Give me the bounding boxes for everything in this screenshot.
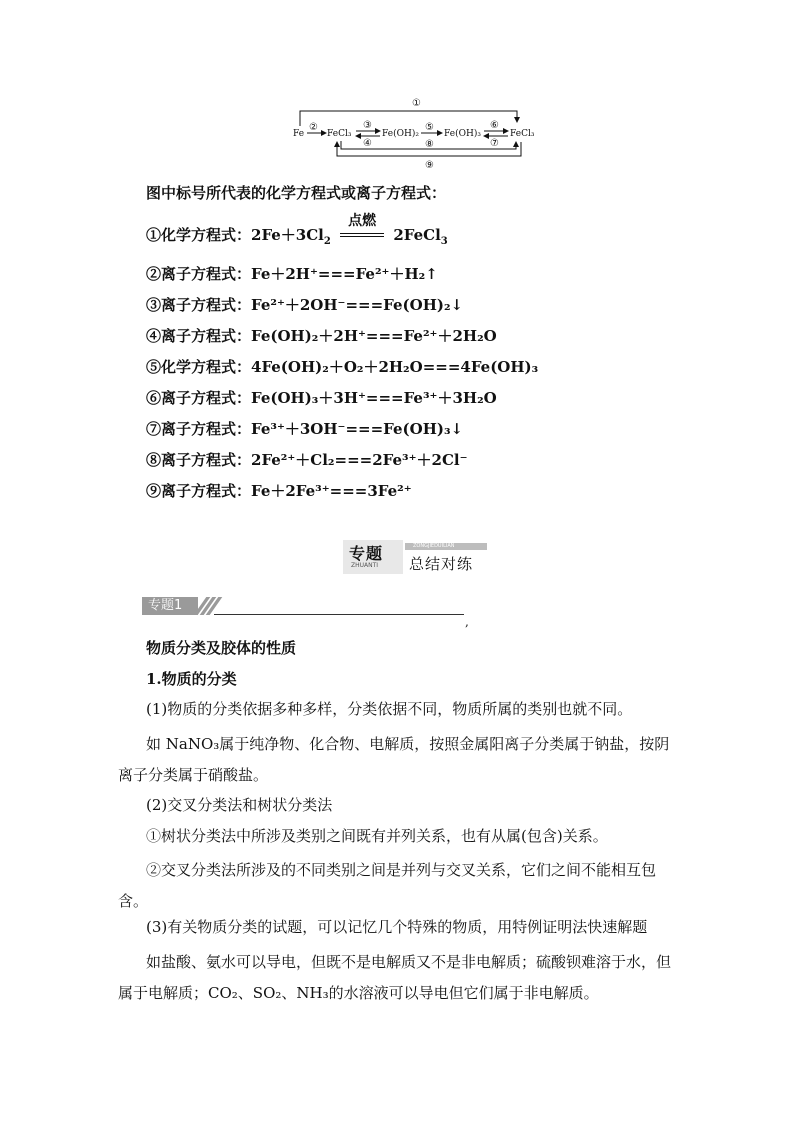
- equation-5: ⑤化学方程式：4Fe(OH)₂＋O₂＋2H₂O===4Fe(OH)₃: [146, 358, 539, 376]
- subsection-title: 1.物质的分类: [146, 670, 237, 688]
- label-1: ①: [412, 98, 421, 109]
- paragraph-6: (3)有关物质分类的试题，可以记忆几个特殊的物质，用特例证明法快速解题: [146, 918, 648, 936]
- equation-6: ⑥离子方程式：Fe(OH)₃＋3H⁺===Fe³⁺＋3H₂O: [146, 389, 497, 407]
- paragraph-5: ②交叉分类法所涉及的不同类别之间是并列与交叉关系，它们之间不能相互包含。: [118, 861, 657, 910]
- label-5: ⑤: [425, 122, 434, 133]
- equation-8: ⑧离子方程式：2Fe²⁺＋Cl₂===2Fe³⁺＋2Cl⁻: [146, 451, 468, 469]
- banner-right-block: [405, 540, 487, 574]
- banner-right-title: 总结对练: [409, 555, 474, 573]
- banner-left-title: 专题: [349, 544, 384, 563]
- eq1-sub: 2: [323, 236, 331, 247]
- topic-tag: [142, 597, 214, 615]
- label-8: ⑧: [425, 139, 434, 150]
- topic-rule: [214, 614, 464, 615]
- paragraph-1: (1)物质的分类依据多种多样，分类依据不同，物质所属的类别也就不同。: [146, 700, 633, 718]
- eq1-suffix: 2FeCl: [393, 226, 441, 244]
- equation-3: ③离子方程式：Fe²⁺＋2OH⁻===Fe(OH)₂↓: [146, 296, 464, 314]
- paragraph-4: ①树状分类法中所涉及类别之间既有并列关系，也有从属(包含)关系。: [146, 827, 608, 845]
- banner-left-block: [343, 540, 403, 574]
- label-2: ②: [309, 122, 318, 133]
- section-title: 物质分类及胶体的性质: [146, 639, 297, 657]
- equation-1: [146, 213, 448, 252]
- equation-4: ④离子方程式：Fe(OH)₂＋2H⁺===Fe²⁺＋2H₂O: [146, 327, 497, 345]
- label-7: ⑦: [490, 138, 499, 149]
- paragraph-3: (2)交叉分类法和树状分类法: [146, 796, 333, 814]
- label-6: ⑥: [490, 120, 499, 131]
- eq1-prefix: ①化学方程式：2Fe＋3Cl: [146, 226, 324, 244]
- node-fecl3: FeCl₃: [510, 129, 535, 139]
- arrow-1: [300, 111, 517, 126]
- node-feoh3: Fe(OH)₃: [444, 129, 481, 139]
- banner-right-subtitle: ZONGJIEDUILIAN: [413, 543, 455, 549]
- label-9: ⑨: [425, 160, 434, 171]
- equations-intro: 图中标号所代表的化学方程式或离子方程式：: [146, 184, 447, 202]
- equation-2: ②离子方程式：Fe＋2H⁺===Fe²⁺＋H₂↑: [146, 265, 438, 283]
- label-4: ④: [363, 138, 372, 149]
- iron-conversion-diagram: [0, 0, 794, 180]
- node-feoh2: Fe(OH)₂: [382, 129, 419, 139]
- eq1-sub2: 3: [440, 236, 448, 247]
- banner-left-subtitle: ZHUANTI: [351, 562, 379, 569]
- equation-9: ⑨离子方程式：Fe＋2Fe³⁺===3Fe²⁺: [146, 482, 412, 500]
- topic-rule-mark: ,: [465, 615, 469, 629]
- paragraph-7: 如盐酸、氨水可以导电，但既不是电解质又不是非电解质；硫酸钡难溶于水，但属于电解质；CO₂、SO₂、NH₃的水溶液可以导电但它们属于非电解质。: [118, 953, 672, 1002]
- topic-tag-text: 专题1: [148, 598, 183, 613]
- node-fe: Fe: [293, 129, 305, 139]
- eq1-condition-text: 点燃: [348, 213, 377, 229]
- node-fecl2: FeCl₃: [327, 129, 352, 139]
- equation-7: ⑦离子方程式：Fe³⁺＋3OH⁻===Fe(OH)₃↓: [146, 420, 464, 438]
- paragraph-2: 如 NaNO₃属于纯净物、化合物、电解质，按照金属阳离子分类属于钠盐，按阴离子分类属于硝酸盐。: [118, 735, 670, 784]
- label-3: ③: [363, 120, 372, 131]
- section-banner: [343, 540, 487, 574]
- eq1-condition: [340, 213, 384, 245]
